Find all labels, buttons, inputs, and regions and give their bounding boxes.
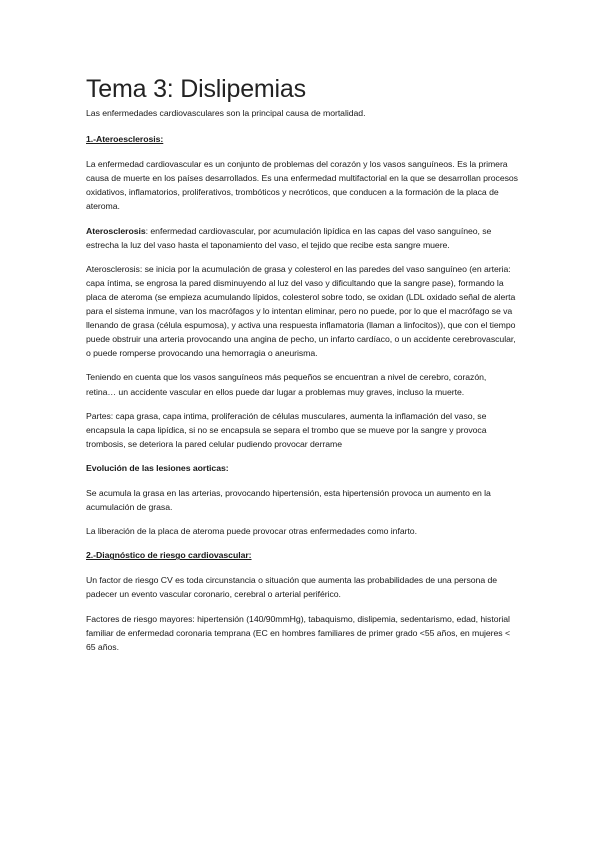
term-aterosclerosis: Aterosclerosis [86,225,146,236]
paragraph-major-risk-factors: Factores de riesgo mayores: hipertensión (140/90mmHg), tabaquismo, dislipemia, sedentarismo, edad, historial familiar de enfermedad coronaria temprana (EC en hombres familiares de primer grado <55 años, en mujeres < 65 años. [86,613,510,652]
paragraph-plaque-release: La liberación de la placa de ateroma puede provocar otras enfermedades como infarto. [86,526,417,537]
intro-paragraph: Las enfermedades cardiovasculares son la principal causa de mortalidad. [86,108,366,118]
paragraph-aterosclerosis-process: Aterosclerosis: se inicia por la acumulación de grasa y colesterol en las paredes del vaso sanguíneo (en arteria: capa íntima, se engrosa la pared disminuyendo al luz del vaso y dificultando que la sangre pase), formando la placa de ateroma (se empieza acumulando lípidos, colesterol sobre todo, se oxidan (LDL oxidado señal de alerta para el sistema inmune, van los macrófagos y lo intentan eliminar, pero no puede, por lo que el macrófago se va llenando de grasa (célula espumosa), y activa una respuesta inflamatoria (llaman a linfocitos)), que con el tiempo puede obstruir una arteria provocando una angina de pecho, un infarto cardíaco, o un accidente cerebrovascular, o puede romperse provocando una hemorragia o aneurisma. [86,263,516,359]
paragraph-small-vessels: Teniendo en cuenta que los vasos sanguíneos más pequeños se encuentran a nivel de cerebro, corazón, retina… un accidente vascular en ellos puede dar lugar a problemas muy graves, incluso la muerte. [86,372,487,397]
paragraph-risk-factor-definition: Un factor de riesgo CV es toda circunstancia o situación que aumenta las probabilidades de una persona de padecer un evento vascular coronario, cerebral o arterial periférico. [86,575,498,600]
paragraph-fat-accumulation: Se acumula la grasa en las arterias, provocando hipertensión, esta hipertensión provoca un aumento en la acumulación de grasa. [86,487,491,513]
page-title: Tema 3: Dislipemias [86,75,306,103]
document-page [86,74,518,664]
paragraph-parts: Partes: capa grasa, capa intima, proliferación de células musculares, aumenta la inflamación del vaso, se encapsula la capa lipídica, si no se encapsula se separa el trombo que se mueve por la sangre y provoca trombosis, se deteriora la pared celular pudiendo provocar derrame [86,410,487,449]
paragraph-aterosclerosis-definition [86,224,518,252]
paragraph-cardiovascular-disease: La enfermedad cardiovascular es un conjunto de problemas del corazón y los vasos sanguíneos. Es la primera causa de muerte en los países desarrollados. Es una enfermedad multifactorial en la que se desarrollan procesos oxidativos, inflamatorios, proliferativos, trombóticos y necróticos, que conducen a la formación de la placa de ateroma. [86,159,518,212]
subheading-lesion-evolution: Evolución de las lesiones aorticas: [86,462,229,473]
section-heading-risk-diagnosis: 2.-Diagnóstico de riesgo cardiovascular: [86,550,252,561]
definition-text: : enfermedad cardiovascular, por acumulación lipídica en las capas del vaso sanguíneo, se estrecha la luz del vaso hasta el taponamiento del vaso, el tejido que recibe esta sangre muere. [86,225,492,250]
section-heading-ateroesclerosis: 1.-Ateroesclerosis: [86,134,164,145]
